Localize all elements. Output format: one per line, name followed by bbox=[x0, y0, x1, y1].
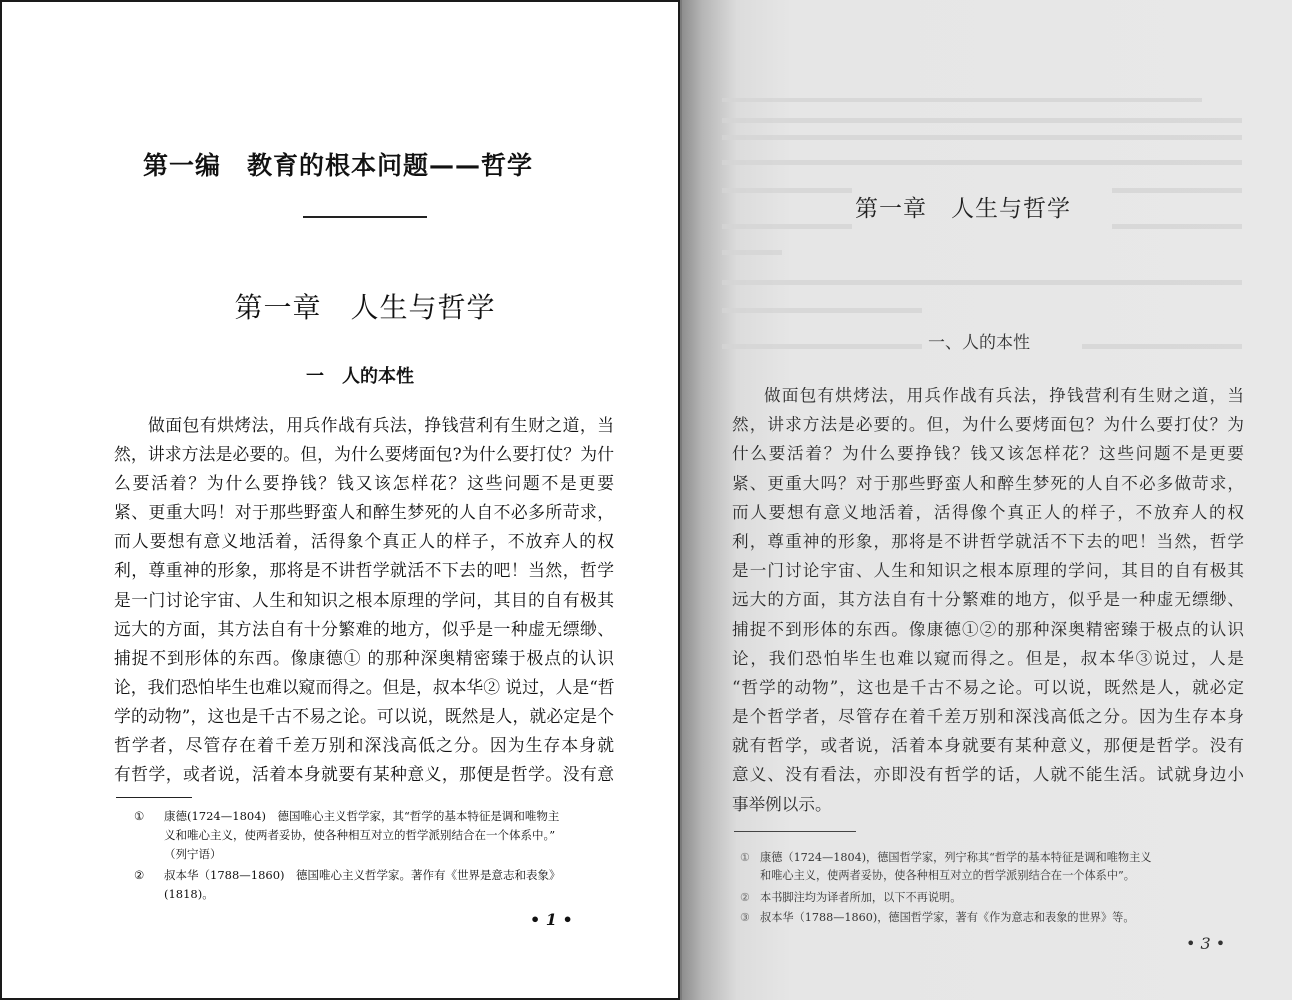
text-line: 然，讲求方法是必要的。但，为什么要烤面包？为什么要打仗？为 bbox=[732, 415, 1244, 435]
part-title: 第一编 教育的根本问题——哲学 bbox=[142, 151, 533, 180]
body-paragraph bbox=[732, 381, 1244, 819]
footnote-marker: ① bbox=[740, 851, 751, 864]
bleed-through-mark bbox=[722, 308, 922, 313]
footnote-line: 叔本华（1788—1860) 德国唯心主义哲学家。著作有《世界是意志和表象》 bbox=[164, 868, 561, 882]
footnote bbox=[134, 866, 618, 904]
text-line: 利，尊重神的形象，那将是不讲哲学就活不下去的吧！当然，哲学 bbox=[732, 531, 1244, 551]
footnote-line: 义和唯心主义，使两者妥协，使各种相互对立的哲学派别结合在一个体系中。” bbox=[164, 828, 556, 842]
footnote-line: 康德(1724—1804) 德国唯心主义哲学家，其“哲学的基本特征是调和唯物主 bbox=[164, 809, 560, 823]
bleed-through-mark bbox=[722, 135, 1242, 140]
text-line: 做面包有烘烤法，用兵作战有兵法，挣钱营利有生财之道，当 bbox=[148, 415, 614, 435]
text-line: 就有哲学，或者说，活着本身就要有某种意义，那便是哲学。没有 bbox=[732, 736, 1244, 756]
text-line: 捕捉不到形体的东西。像康德① 的那种深奥精密臻于极点的认识 bbox=[114, 647, 614, 668]
bleed-through-mark bbox=[1082, 344, 1242, 349]
text-line: 远大的方面，其方法自有十分繁难的地方，似乎是一种虚无缥缈、 bbox=[114, 618, 614, 639]
bleed-through-mark bbox=[722, 250, 782, 255]
text-line: 有哲学，或者说，活着本身就要有某种意义，那便是哲学。没有意 bbox=[114, 764, 614, 785]
text-line: 么要活着？为什么要挣钱？钱又该怎样花？这些问题不是更要 bbox=[114, 473, 614, 494]
bleed-through-mark bbox=[722, 224, 852, 229]
bleed-through-mark bbox=[722, 344, 922, 349]
footnote-marker: ② bbox=[134, 868, 145, 882]
page-number: • 1 • bbox=[530, 910, 573, 929]
text-line: 利，尊重神的形象，那将是不讲哲学就活不下去的吧！当然，哲学 bbox=[114, 560, 614, 581]
text-line: 什么要活着？为什么要挣钱？钱又该怎样花？这些问题不是更要 bbox=[732, 444, 1244, 464]
text-line: 紧、更重大吗？对于那些野蛮人和醉生梦死的人自不必多做苛求， bbox=[732, 473, 1244, 493]
footnote bbox=[134, 807, 618, 864]
bleed-through-mark bbox=[1112, 188, 1242, 193]
text-line: 做面包有烘烤法，用兵作战有兵法，挣钱营利有生财之道，当 bbox=[764, 386, 1244, 405]
bleed-through-mark bbox=[722, 98, 1202, 102]
chapter-title: 第一章 人生与哲学 bbox=[234, 291, 496, 324]
bleed-through-mark bbox=[1112, 224, 1242, 229]
text-line: 紧、更重大吗！对于那些野蛮人和醉生梦死的人自不必多所苛求， bbox=[114, 502, 614, 523]
footnote-line: 本书脚注均为译者所加，以下不再说明。 bbox=[760, 891, 962, 904]
footnote bbox=[740, 909, 1250, 927]
footnote bbox=[740, 849, 1250, 885]
section-title: 一 人的本性 bbox=[306, 366, 414, 387]
bleed-through-mark bbox=[722, 188, 852, 193]
footnote-divider bbox=[734, 831, 856, 832]
footnote-line: （列宁语） bbox=[164, 847, 222, 861]
footnote-line: 叔本华（1788—1860)，德国哲学家，著有《作为意志和表象的世界》等。 bbox=[760, 911, 1135, 924]
footnote-marker: ① bbox=[134, 809, 145, 823]
footnote-line: 康德（1724—1804)，德国哲学家，列宁称其“哲学的基本特征是调和唯物主义 bbox=[760, 851, 1152, 864]
chapter-title: 第一章 人生与哲学 bbox=[855, 196, 1071, 222]
text-line: 捕捉不到形体的东西。像康德①②的那种深奥精密臻于极点的认识 bbox=[732, 619, 1244, 639]
text-line: 哲学者，尽管存在着千差万别和深浅高低之分。因为生存本身就 bbox=[114, 735, 614, 756]
text-line: 学的动物”，这也是千古不易之论。可以说，既然是人，就必定是个 bbox=[114, 705, 614, 726]
title-divider bbox=[303, 216, 427, 218]
text-line: 然，讲求方法是必要的。但，为什么要烤面包?为什么要打仗？为什 bbox=[114, 444, 614, 465]
text-line: 论，我们恐怕毕生也难以窥而得之。但是，叔本华③说过，人是 bbox=[732, 648, 1244, 668]
text-line: 论，我们恐怕毕生也难以窥而得之。但是，叔本华② 说过，人是“哲 bbox=[114, 676, 615, 697]
footnote-marker: ③ bbox=[740, 911, 751, 924]
text-line: 而人要想有意义地活着，活得象个真正人的样子，不放弃人的权 bbox=[114, 531, 614, 552]
text-line: 是个哲学者，尽管存在着千差万别和深浅高低之分。因为生存本身 bbox=[732, 707, 1244, 727]
text-line: 而人要想有意义地活着，活得像个真正人的样子，不放弃人的权 bbox=[732, 502, 1244, 522]
footnote-divider bbox=[116, 797, 192, 798]
text-line: 意义、没有看法，亦即没有哲学的话，人就不能生活。试就身边小 bbox=[732, 765, 1244, 785]
text-line: 事举例以示。 bbox=[732, 794, 832, 814]
section-title: 一、人的本性 bbox=[928, 333, 1030, 353]
bleed-through-mark bbox=[722, 118, 1242, 123]
bleed-through-mark bbox=[722, 280, 1242, 285]
text-line: 远大的方面，其方法自有十分繁难的地方，似乎是一种虚无缥缈、 bbox=[732, 590, 1244, 610]
text-line: 是一门讨论宇宙、人生和知识之根本原理的学问，其目的自有极其 bbox=[114, 589, 614, 610]
page-number: • 3 • bbox=[1186, 934, 1226, 953]
footnote bbox=[740, 889, 1250, 907]
bleed-through-mark bbox=[722, 160, 1242, 165]
body-paragraph bbox=[114, 411, 614, 789]
footnote-marker: ② bbox=[740, 891, 751, 904]
footnote-line: 和唯心主义，使两者妥协，使各种相互对立的哲学派别结合在一个体系中”。 bbox=[760, 869, 1135, 882]
text-line: “哲学的动物”，这也是千古不易之论。可以说，既然是人，就必定 bbox=[732, 677, 1244, 697]
footnote-line: (1818)。 bbox=[164, 887, 214, 901]
text-line: 是一门讨论宇宙、人生和知识之根本原理的学问，其目的自有极其 bbox=[732, 561, 1244, 581]
